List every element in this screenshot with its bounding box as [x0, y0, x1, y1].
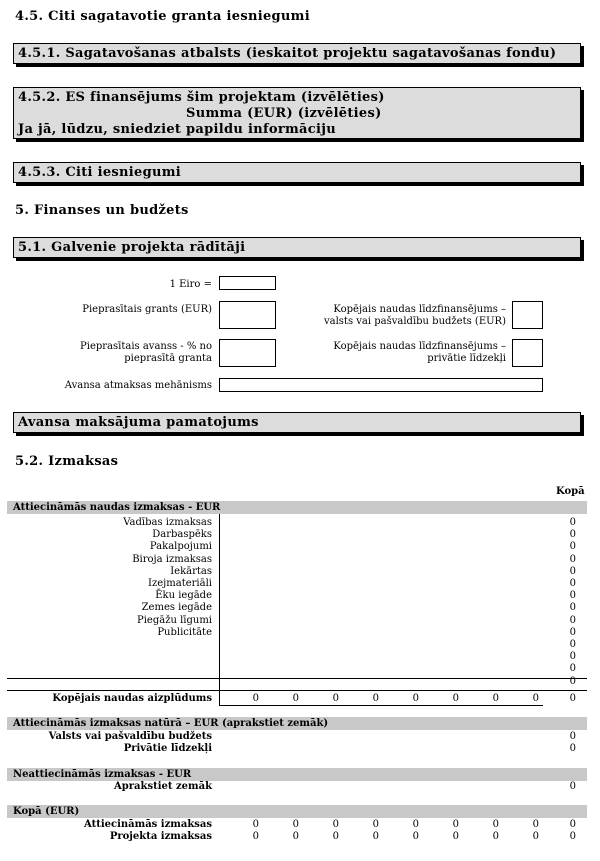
section-4-5-2-line3: Ja jā, lūdzu, sniedziet papildu informāciju [18, 122, 336, 137]
cash-row-label: Izejmateriāli [148, 578, 212, 589]
cash-row-value: 0 [569, 626, 576, 638]
cash-row-label: Pakalpojumi [149, 541, 212, 553]
cash-row-value: 0 [569, 541, 576, 553]
section-5-title: 5. Finanses un budžets [15, 203, 189, 218]
total-row-value: 0 [492, 831, 499, 842]
cash-row-value: 0 [569, 675, 576, 687]
total-row-value: 0 [492, 819, 499, 830]
cash-row-value: 0 [569, 614, 576, 626]
cash-total-value: 0 [292, 693, 299, 704]
total-column-header: Kopā [556, 486, 585, 497]
cash-total-value: 0 [532, 693, 539, 704]
requested-advance-label-line1: Pieprasītais avanss - % no [80, 341, 212, 352]
cash-row-label: Darbaspēks [152, 529, 212, 541]
cash-row-label: Zemes iegāde [141, 602, 212, 614]
section-4-5-2-line1: 4.5.2. ES finansējums šim projektam (izvēlēties) [18, 90, 385, 105]
cash-row-label: Vadības izmaksas [123, 517, 212, 528]
cash-table-rule-1 [7, 678, 587, 679]
cofin-state-input[interactable] [512, 301, 543, 329]
advance-basis-title: Avansa maksājuma pamatojums [18, 415, 259, 430]
section-5-2-title: 5.2. Izmaksas [15, 454, 119, 469]
cash-row-value: 0 [569, 565, 576, 577]
requested-advance-label-line2: pieprasītā granta [124, 353, 212, 364]
inkind-band-title: Attiecināmās izmaksas natūrā – EUR (aprakstiet zemāk) [13, 718, 329, 729]
cash-row-value: 0 [569, 517, 576, 528]
total-row-value: 0 [412, 831, 419, 842]
cash-row-label: Publicitāte [157, 626, 212, 638]
cofin-private-label-line2: privātie līdzekļi [427, 353, 506, 364]
total-row-value: 0 [412, 819, 419, 830]
cash-row-label: Biroja izmaksas [132, 553, 212, 565]
total-row-value: 0 [532, 831, 539, 842]
cash-row-value: 0 [569, 639, 576, 650]
total-row-value: 0 [332, 819, 339, 830]
cash-total-value: 0 [372, 693, 379, 704]
total-row-value: 0 [569, 831, 576, 842]
cash-row-value: 0 [569, 553, 576, 565]
section-4-5-2-line2: Summa (EUR) (izvēlēties) [186, 106, 382, 121]
cofin-private-label-line1: Kopējais naudas līdzfinansējums – [333, 341, 506, 352]
section-5-1-title: 5.1. Galvenie projekta rādītāji [18, 240, 246, 255]
section-4-5-2-header [13, 87, 581, 139]
inkind-row-value: 0 [569, 743, 576, 754]
ineligible-band [7, 768, 587, 781]
cofin-state-label-line1: Kopējais naudas līdzfinansējums – [333, 304, 506, 315]
cash-total-value: 0 [569, 693, 576, 704]
section-4-5-title: 4.5. Citi sagatavotie granta iesniegumi [15, 9, 310, 24]
cash-row-value: 0 [569, 663, 576, 675]
cash-row-value: 0 [569, 590, 576, 602]
cash-row-value: 0 [569, 651, 576, 663]
total-row-value: 0 [532, 819, 539, 830]
repayment-mechanism-input[interactable] [219, 378, 543, 392]
cash-costs-band [7, 501, 587, 514]
requested-advance-input[interactable] [219, 339, 276, 367]
cash-row-value: 0 [569, 578, 576, 589]
cofin-private-input[interactable] [512, 339, 543, 367]
cash-total-value: 0 [412, 693, 419, 704]
total-row-value: 0 [569, 819, 576, 830]
euro-rate-label: 1 Eiro = [169, 279, 212, 290]
requested-advance-label [80, 341, 212, 365]
cash-row-value: 0 [569, 529, 576, 541]
total-band-title: Kopā (EUR) [13, 806, 80, 817]
cash-total-value: 0 [492, 693, 499, 704]
cash-table-rule-2 [7, 690, 587, 691]
total-row-value: 0 [372, 831, 379, 842]
advance-basis-header [13, 412, 581, 433]
requested-grant-input[interactable] [219, 301, 276, 329]
total-row-value: 0 [252, 819, 259, 830]
total-band [7, 805, 587, 818]
ineligible-row-label: Aprakstiet zemāk [114, 781, 212, 792]
ineligible-row-value: 0 [569, 781, 576, 792]
ineligible-band-title: Neattiecināmās izmaksas - EUR [13, 769, 192, 780]
cash-costs-band-title: Attiecināmās naudas izmaksas - EUR [13, 502, 221, 513]
requested-grant-label: Pieprasītais grants (EUR) [82, 304, 212, 315]
total-row-value: 0 [452, 819, 459, 830]
section-5-1-header [13, 237, 581, 258]
cash-table-rule-3 [219, 705, 543, 706]
euro-rate-input[interactable] [219, 276, 276, 290]
cash-row-value: 0 [569, 602, 576, 614]
section-4-5-3-title: 4.5.3. Citi iesniegumi [18, 165, 182, 180]
cash-total-label: Kopējais naudas aizplūdums [52, 693, 212, 704]
cash-table-divider [219, 514, 220, 705]
section-4-5-1-header [13, 43, 581, 64]
cofin-private-label [333, 341, 506, 365]
total-row-value: 0 [252, 831, 259, 842]
total-row-value: 0 [332, 831, 339, 842]
total-row-value: 0 [372, 819, 379, 830]
inkind-row-label: Valsts vai pašvaldību budžets [48, 731, 212, 742]
cash-row-label: Iekārtas [170, 565, 212, 577]
total-row-value: 0 [452, 831, 459, 842]
total-row-value: 0 [292, 819, 299, 830]
total-row-value: 0 [292, 831, 299, 842]
cash-total-value: 0 [252, 693, 259, 704]
section-4-5-3-header [13, 162, 581, 183]
cofin-state-label [324, 304, 506, 328]
repayment-mechanism-label: Avansa atmaksas mehānisms [64, 380, 212, 391]
section-4-5-1-title: 4.5.1. Sagatavošanas atbalsts (ieskaitot projektu sagatavošanas fondu) [18, 46, 557, 61]
cash-row-label: Ēku iegāde [155, 590, 212, 602]
cofin-state-label-line2: valsts vai pašvaldību budžets (EUR) [323, 316, 506, 327]
cash-total-value: 0 [452, 693, 459, 704]
total-row-label: Attiecināmās izmaksas [84, 819, 212, 830]
inkind-row-value: 0 [569, 731, 576, 742]
cash-row-label: Piegāžu līgumi [136, 614, 212, 626]
total-row-label: Projekta izmaksas [109, 831, 212, 842]
inkind-row-label: Privātie līdzekļi [123, 743, 212, 754]
inkind-band [7, 717, 587, 730]
cash-total-value: 0 [332, 693, 339, 704]
